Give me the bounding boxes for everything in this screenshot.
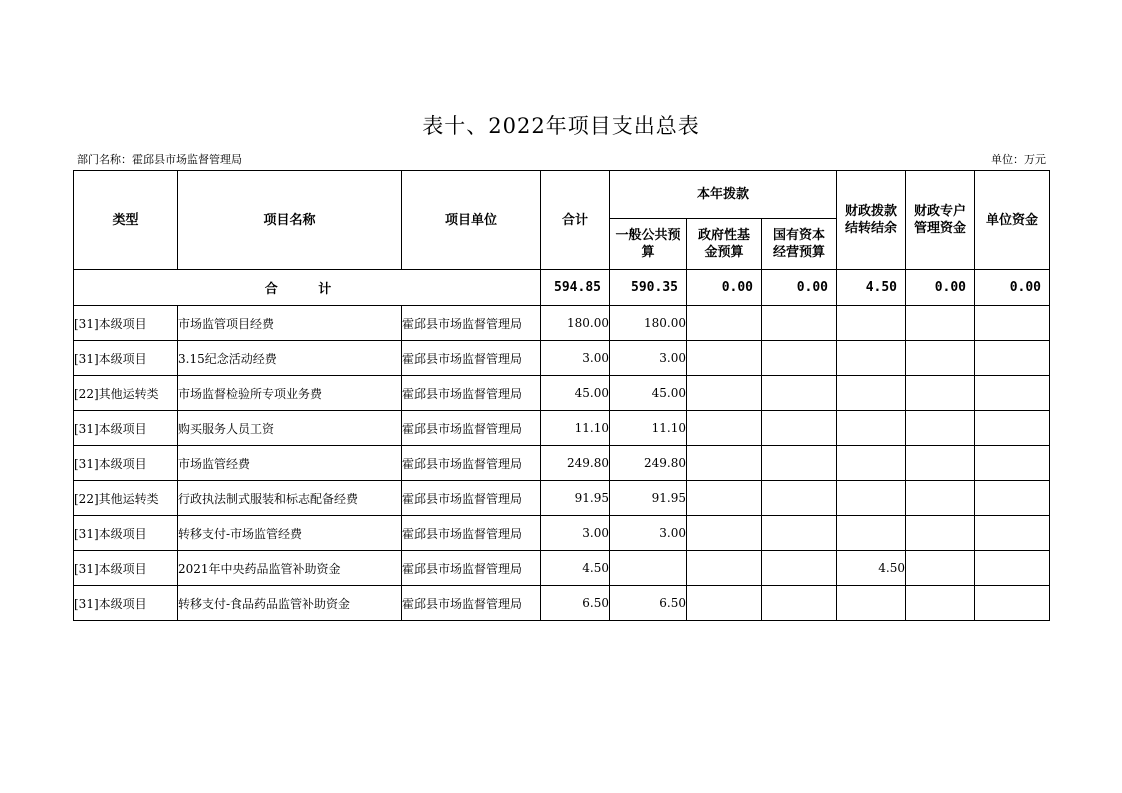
table-row	[74, 341, 1050, 376]
cell-gov-fund	[687, 306, 762, 341]
unit-label: 单位：万元	[991, 153, 1046, 166]
cell-general-budget: 3.00	[610, 341, 687, 376]
department-label: 部门名称：霍邱县市场监督管理局	[77, 153, 242, 166]
cell-general-budget: 249.80	[610, 446, 687, 481]
cell-general-budget: 6.50	[610, 586, 687, 621]
cell-org: 霍邱县市场监督管理局	[402, 446, 541, 481]
cell-general-budget: 3.00	[610, 516, 687, 551]
cell-general-budget: 180.00	[610, 306, 687, 341]
cell-name: 市场监管经费	[178, 446, 402, 481]
table-row	[74, 446, 1050, 481]
cell-unit-funds	[975, 306, 1050, 341]
cell-unit-funds	[975, 586, 1050, 621]
cell-total: 45.00	[541, 376, 610, 411]
total-total: 594.85	[541, 270, 610, 306]
cell-unit-funds	[975, 481, 1050, 516]
cell-gov-fund	[687, 516, 762, 551]
cell-total: 249.80	[541, 446, 610, 481]
header-type: 类型	[74, 171, 178, 270]
total-label: 合 计	[74, 270, 541, 306]
cell-special-mgmt	[906, 551, 975, 586]
total-general-budget: 590.35	[610, 270, 687, 306]
cell-name: 市场监督检验所专项业务费	[178, 376, 402, 411]
cell-general-budget	[610, 551, 687, 586]
cell-unit-funds	[975, 551, 1050, 586]
cell-special-mgmt	[906, 411, 975, 446]
header-special-mgmt: 财政专户管理资金	[906, 171, 975, 270]
cell-state-capital	[762, 341, 837, 376]
cell-special-mgmt	[906, 376, 975, 411]
cell-unit-funds	[975, 341, 1050, 376]
cell-name: 行政执法制式服装和标志配备经费	[178, 481, 402, 516]
cell-state-capital	[762, 411, 837, 446]
cell-type: [31]本级项目	[74, 306, 178, 341]
cell-carryover	[837, 376, 906, 411]
header-name: 项目名称	[178, 171, 402, 270]
header-carryover: 财政拨款结转结余	[837, 171, 906, 270]
cell-state-capital	[762, 586, 837, 621]
cell-total: 91.95	[541, 481, 610, 516]
header-total: 合计	[541, 171, 610, 270]
cell-org: 霍邱县市场监督管理局	[402, 586, 541, 621]
total-state-capital: 0.00	[762, 270, 837, 306]
header-unit-funds: 单位资金	[975, 171, 1050, 270]
cell-type: [31]本级项目	[74, 586, 178, 621]
cell-type: [31]本级项目	[74, 341, 178, 376]
cell-unit-funds	[975, 446, 1050, 481]
cell-org: 霍邱县市场监督管理局	[402, 481, 541, 516]
cell-special-mgmt	[906, 516, 975, 551]
cell-total: 11.10	[541, 411, 610, 446]
cell-org: 霍邱县市场监督管理局	[402, 376, 541, 411]
cell-unit-funds	[975, 376, 1050, 411]
cell-gov-fund	[687, 411, 762, 446]
cell-special-mgmt	[906, 446, 975, 481]
cell-carryover	[837, 411, 906, 446]
cell-gov-fund	[687, 551, 762, 586]
cell-unit-funds	[975, 516, 1050, 551]
cell-type: [31]本级项目	[74, 411, 178, 446]
cell-carryover: 4.50	[837, 551, 906, 586]
cell-gov-fund	[687, 446, 762, 481]
cell-carryover	[837, 516, 906, 551]
cell-name: 转移支付-市场监管经费	[178, 516, 402, 551]
table-row	[74, 411, 1050, 446]
cell-general-budget: 11.10	[610, 411, 687, 446]
cell-name: 3.15纪念活动经费	[178, 341, 402, 376]
cell-gov-fund	[687, 376, 762, 411]
cell-name: 转移支付-食品药品监管补助资金	[178, 586, 402, 621]
cell-org: 霍邱县市场监督管理局	[402, 516, 541, 551]
cell-type: [31]本级项目	[74, 446, 178, 481]
cell-carryover	[837, 586, 906, 621]
table-body	[74, 306, 1050, 621]
cell-special-mgmt	[906, 586, 975, 621]
cell-name: 市场监管项目经费	[178, 306, 402, 341]
cell-state-capital	[762, 446, 837, 481]
cell-type: [31]本级项目	[74, 516, 178, 551]
cell-org: 霍邱县市场监督管理局	[402, 306, 541, 341]
cell-state-capital	[762, 376, 837, 411]
cell-general-budget: 91.95	[610, 481, 687, 516]
cell-type: [31]本级项目	[74, 551, 178, 586]
table-row	[74, 306, 1050, 341]
project-expenditure-table	[73, 170, 1050, 621]
cell-total: 3.00	[541, 341, 610, 376]
header-gov-fund: 政府性基金预算	[687, 219, 762, 270]
table-row	[74, 586, 1050, 621]
total-special-mgmt: 0.00	[906, 270, 975, 306]
header-current-year: 本年拨款	[610, 171, 837, 219]
total-gov-fund: 0.00	[687, 270, 762, 306]
cell-total: 180.00	[541, 306, 610, 341]
cell-general-budget: 45.00	[610, 376, 687, 411]
cell-carryover	[837, 446, 906, 481]
cell-type: [22]其他运转类	[74, 481, 178, 516]
cell-type: [22]其他运转类	[74, 376, 178, 411]
total-row	[74, 270, 1050, 306]
page-title: 表十、2022年项目支出总表	[422, 114, 700, 138]
cell-carryover	[837, 481, 906, 516]
cell-total: 6.50	[541, 586, 610, 621]
header-state-capital: 国有资本经营预算	[762, 219, 837, 270]
cell-total: 3.00	[541, 516, 610, 551]
cell-carryover	[837, 306, 906, 341]
cell-name: 购买服务人员工资	[178, 411, 402, 446]
cell-org: 霍邱县市场监督管理局	[402, 411, 541, 446]
cell-org: 霍邱县市场监督管理局	[402, 551, 541, 586]
cell-state-capital	[762, 516, 837, 551]
total-carryover: 4.50	[837, 270, 906, 306]
cell-gov-fund	[687, 341, 762, 376]
cell-special-mgmt	[906, 341, 975, 376]
cell-gov-fund	[687, 586, 762, 621]
cell-unit-funds	[975, 411, 1050, 446]
cell-state-capital	[762, 481, 837, 516]
cell-special-mgmt	[906, 306, 975, 341]
cell-special-mgmt	[906, 481, 975, 516]
cell-gov-fund	[687, 481, 762, 516]
cell-name: 2021年中央药品监管补助资金	[178, 551, 402, 586]
cell-org: 霍邱县市场监督管理局	[402, 341, 541, 376]
total-unit-funds: 0.00	[975, 270, 1050, 306]
cell-total: 4.50	[541, 551, 610, 586]
header-general-budget: 一般公共预算	[610, 219, 687, 270]
table-row	[74, 481, 1050, 516]
cell-state-capital	[762, 306, 837, 341]
header-org: 项目单位	[402, 171, 541, 270]
cell-carryover	[837, 341, 906, 376]
table-row	[74, 551, 1050, 586]
table-row	[74, 516, 1050, 551]
cell-state-capital	[762, 551, 837, 586]
table-row	[74, 376, 1050, 411]
